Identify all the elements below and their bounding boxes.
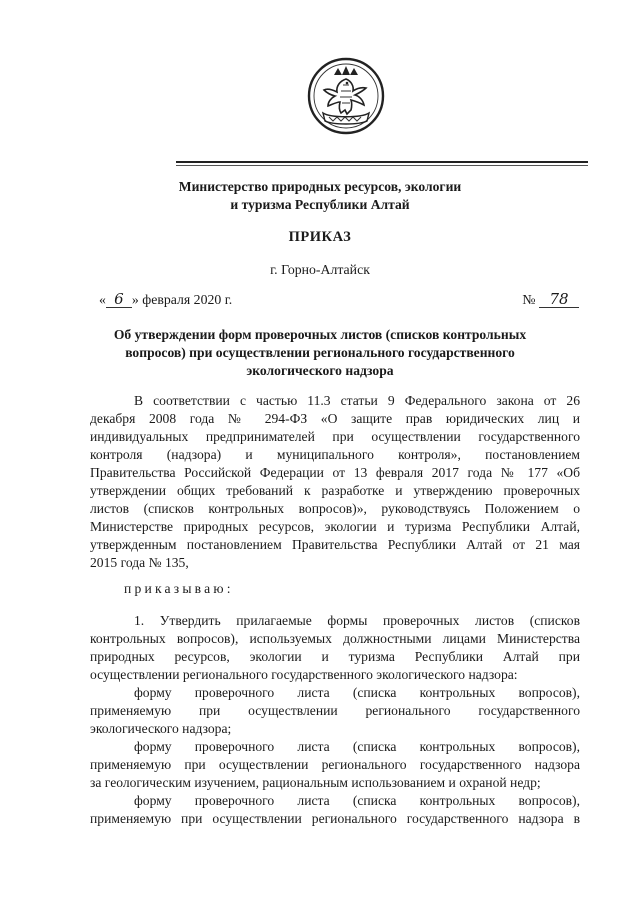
header-rule-thin (176, 165, 588, 166)
item1-line: природных ресурсов, экологии и туризма Республики Алтай при (90, 649, 580, 664)
preamble-line: Правительства Российской Федерации от 13 февраля 2017 года № 177 «Об (90, 465, 580, 480)
subject-line-1: Об утверждении форм проверочных листов (списков контрольных (113, 327, 527, 342)
order-subject (90, 326, 550, 380)
preamble-line: индивидуальных предпринимателей при осуществлении государственного (90, 429, 580, 444)
header-rule (176, 161, 588, 163)
item1-line: 1. Утвердить прилагаемые формы проверочных листов (списков (134, 613, 580, 628)
close-quote: » (131, 292, 139, 307)
item1-line: контрольных вопросов), используемых должностными лицами Министерства (90, 631, 580, 646)
item1-line: осуществлении регионального государственного экологического надзора: (90, 667, 518, 682)
form1-line: применяемую при осуществлении регионального государственного (90, 703, 580, 718)
preamble-line: утвержденным постановлением Правительства Республики Алтай от 21 мая (90, 537, 580, 552)
form1-line: экологического надзора; (90, 721, 232, 736)
order-number (522, 291, 579, 308)
preamble-line: листов (списков контрольных вопросов)», руководствуясь Положением о (90, 501, 580, 516)
order-day: 6 (106, 291, 132, 308)
preamble-line: Министерстве природных ресурсов, экологии и туризма Республики Алтай, (90, 519, 580, 534)
open-quote: « (99, 292, 106, 307)
number-label: № (522, 292, 536, 307)
ministry-line-1: Министерство природных ресурсов, экологии (178, 179, 462, 194)
subject-line-2: вопросов) при осуществлении регионального государственного (125, 345, 515, 360)
form1-line: форму проверочного листа (списка контрольных вопросов), (134, 685, 580, 700)
subject-line-3: экологического надзора (246, 363, 394, 378)
republic-altai-coat-of-arms-icon (305, 55, 387, 137)
city: г. Горно-Алтайск (270, 262, 370, 277)
preamble-line: декабря 2008 года № 294-ФЗ «О защите прав юридических лиц и (90, 411, 580, 426)
order-number-value: 78 (539, 291, 579, 308)
form2-line: за геологическим изучением, рациональным использованием и охраной недр; (90, 775, 541, 790)
form2-line: форму проверочного листа (списка контрольных вопросов), (134, 739, 580, 754)
order-date (99, 291, 232, 308)
order-month-year: февраля 2020 г. (142, 292, 233, 307)
preamble-line: утверждении общих требований к разработке и утверждению проверочных (90, 483, 580, 498)
order-directive: приказываю: (124, 581, 234, 596)
ministry-line-2: и туризма Республики Алтай (230, 197, 410, 212)
order-title: ПРИКАЗ (288, 229, 352, 245)
date-row (99, 291, 579, 313)
form3-line: форму проверочного листа (списка контрольных вопросов), (134, 793, 580, 808)
ministry-name (100, 178, 540, 214)
form3-line: применяемую при осуществлении регионального государственного надзора в (90, 811, 580, 826)
preamble-line: контроля (надзора) и муниципального контроля», постановлением (90, 447, 580, 462)
form2-line: применяемую при осуществлении регионального государственного надзора (90, 757, 580, 772)
preamble-line: В соответствии с частью 11.3 статьи 9 Федерального закона от 26 (134, 393, 580, 408)
preamble-line: 2015 года № 135, (90, 555, 189, 570)
